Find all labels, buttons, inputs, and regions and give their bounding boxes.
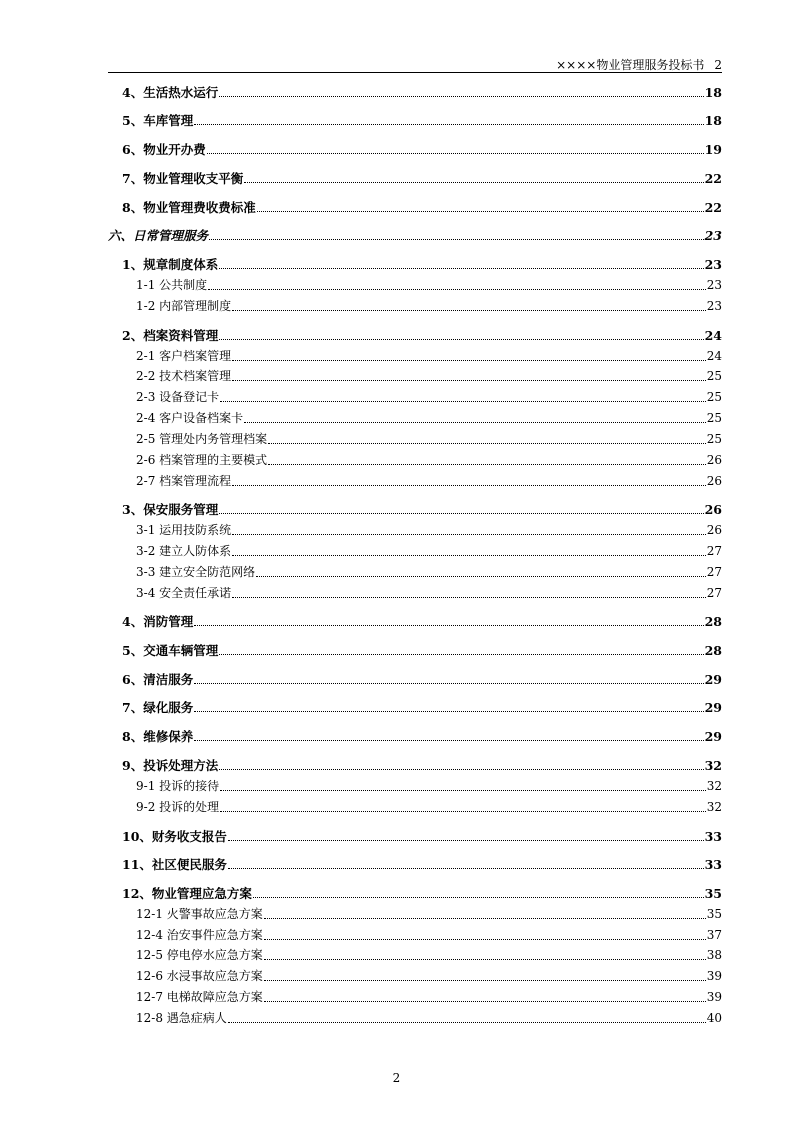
dot-leader (194, 711, 703, 712)
toc-entry-label: 2-3 设备登记卡 (136, 390, 220, 404)
dot-leader (232, 380, 706, 381)
toc-entry-label: 1-1 公共制度 (136, 278, 208, 292)
dot-leader (232, 485, 706, 486)
toc-entry-label: 2-4 客户设备档案卡 (136, 411, 244, 425)
toc-entry-page: 23 (706, 278, 722, 292)
toc-entry-label: 2-6 档案管理的主要模式 (136, 453, 268, 467)
toc-entry[interactable] (136, 453, 722, 468)
dot-leader (253, 897, 704, 898)
toc-entry-label: 9-1 投诉的接待 (136, 779, 220, 793)
toc-entry-label: 12-6 水浸事故应急方案 (136, 969, 263, 983)
toc-entry-label: 7、绿化服务 (122, 700, 194, 715)
toc-entry-page: 25 (706, 390, 722, 404)
dot-leader (264, 918, 706, 919)
toc-entry[interactable] (136, 411, 722, 426)
page-footer (0, 1071, 793, 1085)
toc-entry-label: 4、消防管理 (122, 614, 194, 629)
toc-entry-label: 12-5 停电停水应急方案 (136, 948, 263, 962)
toc-entry[interactable] (122, 857, 722, 872)
toc-entry-page: 26 (706, 523, 722, 537)
toc-entry-label: 12-4 治安事件应急方案 (136, 928, 263, 942)
toc-entry-page: 18 (704, 113, 722, 128)
toc-entry-label: 3-1 运用技防系统 (136, 523, 232, 537)
toc-entry-label: 3-3 建立安全防范网络 (136, 565, 256, 579)
toc-entry[interactable] (122, 328, 722, 343)
toc-entry-page: 18 (704, 85, 722, 100)
toc-entry-label: 9、投诉处理方法 (122, 758, 219, 773)
dot-leader (194, 625, 703, 626)
toc-entry-label: 2-2 技术档案管理 (136, 369, 232, 383)
toc-entry-page: 29 (704, 672, 722, 687)
dot-leader (219, 96, 703, 97)
dot-leader (220, 790, 706, 791)
toc-entry-label: 6、清洁服务 (122, 672, 194, 687)
toc-entry[interactable] (136, 278, 722, 293)
toc-entry-page: 26 (704, 502, 722, 517)
toc-entry-page: 32 (704, 758, 722, 773)
dot-leader (209, 239, 704, 240)
dot-leader (228, 840, 704, 841)
toc-entry-page: 23 (704, 257, 722, 272)
toc-entry[interactable] (122, 200, 722, 215)
toc-entry-label: 2-5 管理处内务管理档案 (136, 432, 268, 446)
dot-leader (244, 422, 706, 423)
toc-entry-label: 5、交通车辆管理 (122, 643, 219, 658)
toc-entry[interactable] (122, 502, 722, 517)
toc-entry[interactable] (122, 142, 722, 157)
toc-entry-page: 26 (706, 453, 722, 467)
toc-entry-page: 32 (706, 800, 722, 814)
toc-entry-label: 11、社区便民服务 (122, 857, 227, 872)
toc-entry-page: 35 (704, 886, 722, 901)
toc-entry[interactable] (136, 800, 722, 815)
toc-entry-label: 六、日常管理服务 (108, 228, 209, 243)
toc-entry[interactable] (136, 586, 722, 601)
dot-leader (219, 769, 703, 770)
dot-leader (268, 464, 706, 465)
toc-entry-page: 29 (704, 700, 722, 715)
dot-leader (220, 401, 706, 402)
toc-entry-page: 25 (706, 432, 722, 446)
toc-entry[interactable] (122, 729, 722, 744)
toc-entry-label: 6、物业开办费 (122, 142, 206, 157)
toc-entry[interactable] (136, 969, 722, 984)
toc-entry[interactable] (136, 349, 722, 364)
toc-entry[interactable] (136, 779, 722, 794)
dot-leader (219, 654, 703, 655)
dot-leader (228, 868, 704, 869)
toc-entry[interactable] (136, 432, 722, 447)
toc-entry-page: 23 (706, 299, 722, 313)
toc-entry-label: 8、维修保养 (122, 729, 194, 744)
dot-leader (220, 811, 706, 812)
toc-entry[interactable] (136, 390, 722, 405)
toc-entry-label: 2-7 档案管理流程 (136, 474, 232, 488)
toc-entry[interactable] (136, 928, 722, 943)
toc-entry[interactable] (122, 758, 722, 773)
toc-entry-page: 28 (704, 614, 722, 629)
toc-entry-page: 27 (706, 544, 722, 558)
toc-entry[interactable] (136, 369, 722, 384)
toc-entry[interactable] (108, 228, 722, 243)
toc-entry[interactable] (122, 886, 722, 901)
toc-entry-label: 1、规章制度体系 (122, 257, 219, 272)
header-title: ××××物业管理服务投标书 (556, 58, 705, 72)
toc-entry-page: 40 (706, 1011, 722, 1025)
toc-entry-label: 12-8 遇急症病人 (136, 1011, 227, 1025)
toc-entry-label: 3-2 建立人防体系 (136, 544, 232, 558)
toc-entry[interactable] (122, 700, 722, 715)
toc-entry[interactable] (122, 643, 722, 658)
toc-entry-label: 8、物业管理费收费标准 (122, 200, 256, 215)
toc-entry-page: 38 (706, 948, 722, 962)
toc-entry[interactable] (136, 907, 722, 922)
toc-entry-label: 12-1 火警事故应急方案 (136, 907, 263, 921)
toc-entry-page: 22 (704, 171, 722, 186)
toc-entry-label: 2-1 客户档案管理 (136, 349, 232, 363)
dot-leader (219, 513, 703, 514)
dot-leader (194, 740, 703, 741)
toc-entry[interactable] (136, 990, 722, 1005)
dot-leader (219, 268, 703, 269)
toc-entry-page: 33 (704, 829, 722, 844)
toc-entry-page: 25 (706, 411, 722, 425)
toc-entry[interactable] (122, 113, 722, 128)
toc-entry-page: 25 (706, 369, 722, 383)
toc-entry-label: 3-4 安全责任承诺 (136, 586, 232, 600)
toc-entry[interactable] (136, 523, 722, 538)
toc-entry-page: 27 (706, 586, 722, 600)
toc-entry[interactable] (136, 474, 722, 489)
toc-entry-page: 24 (704, 328, 722, 343)
toc-entry-label: 10、财务收支报告 (122, 829, 227, 844)
toc-entry-page: 23 (704, 228, 722, 243)
toc-entry-page: 33 (704, 857, 722, 872)
dot-leader (232, 310, 706, 311)
footer-page-number: 2 (392, 1071, 401, 1085)
dot-leader (264, 959, 706, 960)
toc-entry[interactable] (122, 672, 722, 687)
toc-entry-label: 12、物业管理应急方案 (122, 886, 252, 901)
dot-leader (264, 939, 706, 940)
toc-entry-page: 24 (706, 349, 722, 363)
toc-entry[interactable] (136, 948, 722, 963)
toc-entry-page: 37 (706, 928, 722, 942)
toc-entry[interactable] (136, 544, 722, 559)
toc-entry-label: 5、车库管理 (122, 113, 194, 128)
toc-entry[interactable] (136, 565, 722, 580)
toc-entry[interactable] (122, 257, 722, 272)
dot-leader (232, 534, 706, 535)
toc-entry-page: 26 (706, 474, 722, 488)
toc-entry-page: 27 (706, 565, 722, 579)
toc-entry-page: 35 (706, 907, 722, 921)
dot-leader (232, 360, 706, 361)
toc-entry[interactable] (136, 1011, 722, 1026)
dot-leader (268, 443, 706, 444)
toc-entry-label: 3、保安服务管理 (122, 502, 219, 517)
toc-entry[interactable] (122, 85, 722, 100)
dot-leader (219, 339, 703, 340)
dot-leader (228, 1022, 706, 1023)
toc-entry-label: 1-2 内部管理制度 (136, 299, 232, 313)
toc-entry-label: 2、档案资料管理 (122, 328, 219, 343)
toc-entry-page: 29 (704, 729, 722, 744)
header-page-number: 2 (714, 58, 722, 72)
toc-entry-label: 4、生活热水运行 (122, 85, 219, 100)
toc-entry-page: 19 (704, 142, 722, 157)
toc-entry-label: 12-7 电梯故障应急方案 (136, 990, 263, 1004)
toc-entry-label: 9-2 投诉的处理 (136, 800, 220, 814)
dot-leader (208, 289, 706, 290)
toc-entry[interactable] (136, 299, 722, 314)
dot-leader (232, 597, 706, 598)
toc-entry-page: 28 (704, 643, 722, 658)
dot-leader (264, 1001, 706, 1002)
toc-entry-page: 22 (704, 200, 722, 215)
dot-leader (194, 683, 703, 684)
toc-entry[interactable] (122, 614, 722, 629)
toc-entry[interactable] (122, 171, 722, 186)
dot-leader (194, 124, 703, 125)
dot-leader (256, 576, 706, 577)
toc-entry-page: 32 (706, 779, 722, 793)
toc-entry-page: 39 (706, 990, 722, 1004)
toc-entry[interactable] (122, 829, 722, 844)
dot-leader (257, 211, 704, 212)
toc-entry-page: 39 (706, 969, 722, 983)
dot-leader (264, 980, 706, 981)
dot-leader (232, 555, 706, 556)
dot-leader (244, 182, 703, 183)
toc-entry-label: 7、物业管理收支平衡 (122, 171, 244, 186)
dot-leader (207, 153, 704, 154)
